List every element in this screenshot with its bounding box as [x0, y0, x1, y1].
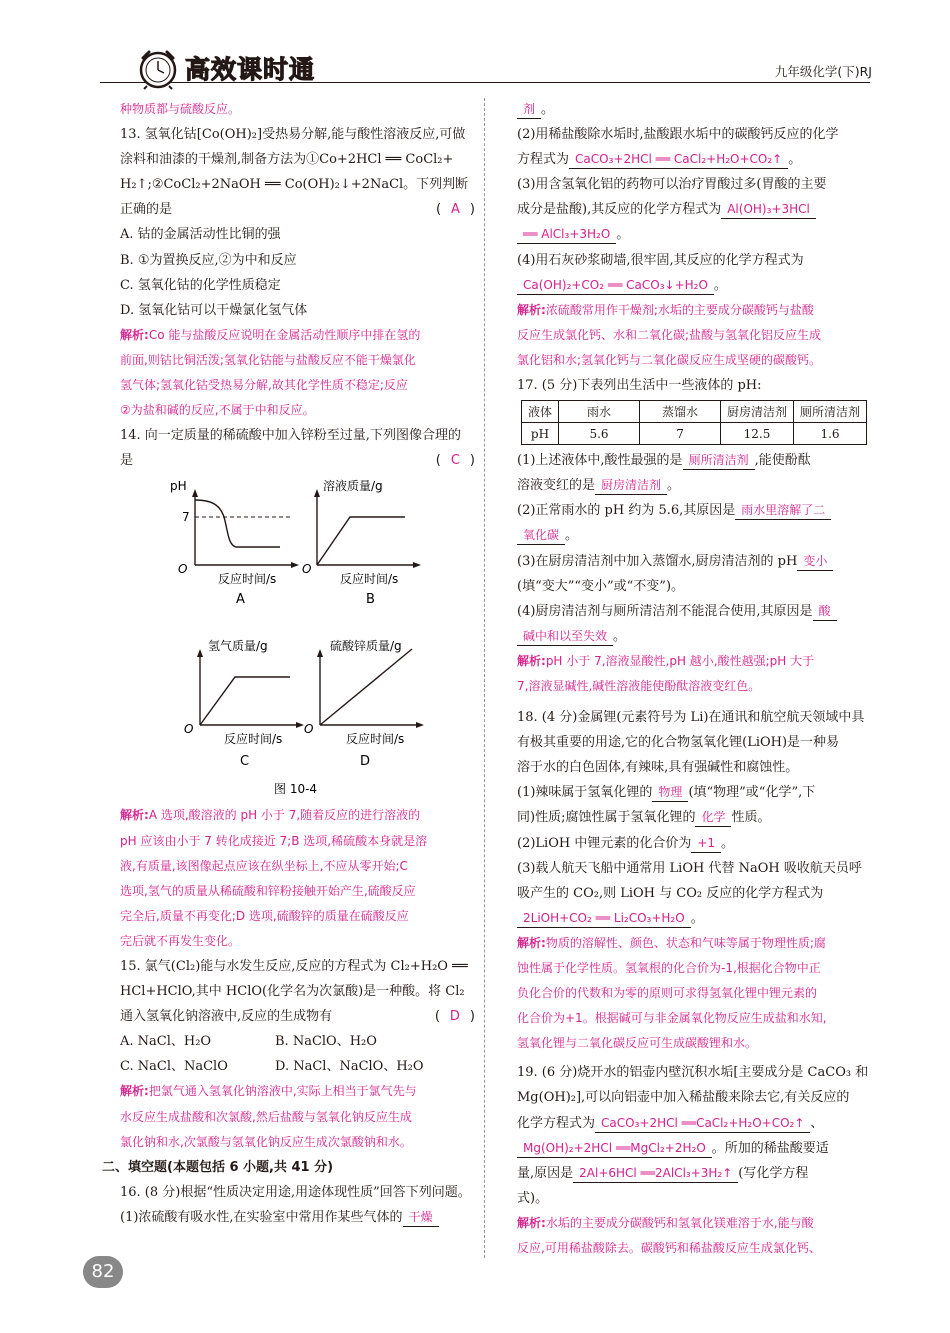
- q18-1-answer: 化学: [695, 809, 731, 827]
- graph-a: [170, 479, 299, 607]
- q17-solution: 7,溶液显碱性,碱性溶液能使酚酞溶液变红色。: [517, 678, 761, 693]
- graph-b-origin: O: [302, 562, 312, 577]
- column-divider: [484, 98, 485, 1258]
- graph-b-xlabel: 反应时间/s: [340, 572, 399, 587]
- q17-1-line: (1)上述液体中,酸性最强的是: [517, 453, 683, 469]
- q18-solution: 蚀性属于化学性质。氢氧根的化合价为-1,根据化合物中正: [517, 961, 821, 975]
- graph-d-xlabel: 反应时间/s: [346, 732, 405, 747]
- graph-c-xlabel: 反应时间/s: [224, 732, 283, 747]
- q15-answer-paren: ( D ): [434, 1009, 475, 1025]
- q17-4-answer: 酸: [813, 603, 837, 621]
- q19-line: 。所加的稀盐酸要适: [711, 1140, 829, 1156]
- q15-option-a: A. NaCl、H₂O: [120, 1034, 212, 1050]
- q16-solution: 氯化铝和水;氢氧化钙与二氧化碳反应生成坚硬的碳酸钙。: [517, 352, 822, 367]
- q13-answer: A: [451, 202, 460, 218]
- punct: 。: [721, 835, 735, 851]
- q17-3-line: (填“变大”“变小”或“不变”)。: [517, 578, 685, 594]
- graph-b-ylabel: 溶液质量/g: [323, 479, 383, 494]
- q13-answer-paren: ( A ): [435, 202, 475, 218]
- q14-solution: 完全后,质量不再变化;D 选项,硫酸锌的质量在硫酸反应: [120, 908, 409, 923]
- q13-line1: 13. 氢氧化钴[Co(OH)₂]受热易分解,能与酸性溶液反应,可做: [120, 127, 466, 143]
- q15-line3: 通入氢氧化钠溶液中,反应的生成物有: [120, 1009, 333, 1025]
- table-row: [522, 423, 867, 445]
- q16-line2: (1)浓硫酸有吸水性,在实验室中常用作某些气体的: [120, 1209, 403, 1225]
- graph-c-origin: O: [184, 722, 194, 737]
- q17-2-line: (2)正常雨水的 pH 约为 5.6,其原因是: [517, 503, 736, 519]
- punct: 。: [565, 528, 579, 544]
- q14-line1: 14. 向一定质量的稀硫酸中加入锌粉至过量,下列图像合理的: [120, 428, 461, 444]
- q13-option: A. 钴的金属活动性比铜的强: [120, 227, 281, 243]
- solution-label: 解析:: [517, 302, 546, 317]
- table-cell: pH: [522, 423, 559, 445]
- q18-solution: 氢氧化锂与二氧化碳反应可生成碳酸锂和水。: [517, 1036, 758, 1051]
- q18-solution: 化合价为+1。根据碱可与非金属氧化物反应生成盐和水知,: [517, 1011, 827, 1026]
- subject-label: 九年级化学(下)RJ: [774, 64, 872, 79]
- q18-1-line: (填“物理”或“化学”,下: [688, 785, 816, 801]
- brand-logo: [135, 46, 315, 90]
- q17-line1: 17. (5 分)下表列出生活中一些液体的 pH:: [517, 378, 762, 394]
- graph-c-ylabel: 氢气质量/g: [208, 639, 268, 654]
- table-header-cell: 雨水: [559, 401, 640, 423]
- q18-line: 有极其重要的用途,它的化合物氢氧化锂(LiOH)是一种易: [517, 735, 840, 751]
- punct: 。: [788, 152, 802, 168]
- q15-option-b: B. NaClO、H₂O: [275, 1034, 377, 1050]
- q18-1-answer: 物理: [652, 784, 688, 802]
- table-cell: 5.6: [559, 423, 640, 445]
- q15-option-d: D. NaCl、NaClO、H₂O: [275, 1059, 424, 1075]
- q19-line: 量,原因是: [517, 1165, 574, 1181]
- table-header-cell: 液体: [522, 401, 559, 423]
- q18-1-line: 同)性质;腐蚀性属于氢氧化锂的: [517, 810, 696, 826]
- q16-solution: 反应生成氯化钙、水和二氧化碳;盐酸与氢氧化铝反应生成: [517, 327, 822, 342]
- q13-line2: 涂料和油漆的干燥剂,制备方法为①Co+2HCl ══ CoCl₂+: [120, 152, 454, 168]
- graph-b: [302, 478, 421, 607]
- q15-line1: 15. 氯气(Cl₂)能与水发生反应,反应的方程式为 Cl₂+H₂O ══: [120, 958, 468, 974]
- q14-solution: 完后就不再发生变化。: [120, 933, 241, 948]
- punct: 。: [541, 102, 555, 117]
- punct: 。: [613, 628, 627, 644]
- q17-2-answer: 雨水里溶解了二: [735, 502, 831, 520]
- solution-label: 解析:: [120, 327, 149, 342]
- q18-2-answer: +1: [691, 835, 721, 853]
- question-15: [120, 954, 475, 1155]
- q14-answer: C: [450, 453, 460, 469]
- ph-table: [521, 400, 867, 445]
- q18-3-line: 吸产生的 CO₂,则 LiOH 与 CO₂ 反应的化学方程式为: [517, 885, 824, 901]
- q13-line4: 正确的是: [120, 202, 173, 218]
- carry-over-text: 种物质都与硫酸反应。: [120, 102, 241, 116]
- q17-3-line: (3)在厨房清洁剂中加入蒸馏水,厨房清洁剂的 pH: [517, 553, 798, 569]
- q15-solution: 把氯气通入氢氧化钠溶液中,实际上相当于氯气先与: [148, 1084, 417, 1099]
- q13-line3: H₂↑;②CoCl₂+2NaOH ══ Co(OH)₂↓+2NaCl。下列判断: [120, 177, 469, 193]
- alarm-clock-icon: [135, 46, 181, 90]
- graph-b-tag: B: [366, 592, 375, 608]
- q17-1-line: 溶液变红的是: [517, 478, 596, 494]
- q14-answer-paren: ( C ): [435, 453, 475, 469]
- q13-option: D. 氢氧化钴可以干燥氯化氢气体: [120, 302, 308, 318]
- q19-answer: CaCO₃+2HCl ══CaCl₂+H₂O+CO₂↑: [595, 1115, 810, 1133]
- punct: 。: [690, 910, 704, 926]
- table-cell: 12.5: [721, 423, 794, 445]
- q14-solution: pH 应该由小于 7 转化成接近 7;B 选项,稀硫酸本身就是溶: [120, 833, 428, 848]
- q19-line: (写化学方程: [738, 1165, 809, 1181]
- q19-answer: Mg(OH)₂+2HCl ══MgCl₂+2H₂O: [517, 1140, 712, 1158]
- q16-3-answer: ══ AlCl₃+3H₂O: [517, 226, 616, 244]
- table-cell: 1.6: [794, 423, 867, 445]
- question-17: [517, 373, 872, 699]
- table-row: [522, 401, 867, 423]
- figure-10-4: [120, 473, 475, 803]
- solution-label: 解析:: [517, 935, 546, 950]
- q19-solution: 反应,可用稀盐酸除去。碳酸钙和稀盐酸反应生成氯化钙、: [517, 1241, 821, 1256]
- q16-2-line: (2)用稀盐酸除水垢时,盐酸跟水垢中的碳酸钙反应的化学: [517, 127, 839, 143]
- q16-solution: 浓硫酸常用作干燥剂;水垢的主要成分碳酸钙与盐酸: [545, 302, 814, 317]
- q16-line1: 16. (8 分)根据“性质决定用途,用途体现性质”回答下列问题。: [120, 1184, 471, 1200]
- punct: ,能使酚酞: [754, 453, 811, 469]
- q16-3-line: 成分是盐酸),其反应的化学方程式为: [517, 202, 722, 218]
- q13-option: B. ①为置换反应,②为中和反应: [120, 252, 297, 268]
- graph-a-seven: 7: [182, 510, 190, 525]
- punct: 。: [616, 227, 630, 243]
- figure-caption: 图 10-4: [274, 782, 318, 797]
- q18-2-line: (2)LiOH 中锂元素的化合价为: [517, 835, 692, 851]
- q13-solution: 前面,则钴比铜活泼;氢氧化钴能与盐酸反应不能干燥氯化: [120, 352, 416, 367]
- q16-4-line: (4)用石灰砂浆砌墙,很牢固,其反应的化学方程式为: [517, 252, 804, 268]
- graph-a-xlabel: 反应时间/s: [218, 572, 277, 587]
- q16-2-line: 方程式为: [517, 152, 570, 168]
- q17-4-line: (4)厨房清洁剂与厕所清洁剂不能混合使用,其原因是: [517, 603, 813, 619]
- q19-line: 式)。: [517, 1190, 549, 1206]
- graph-d-origin: O: [304, 722, 314, 737]
- solution-label: 解析:: [120, 808, 149, 823]
- q18-line: 18. (4 分)金属锂(元素符号为 Li)在通讯和航空航天领域中具: [517, 710, 865, 726]
- graph-c: [184, 638, 304, 769]
- q13-solution: Co 能与盐酸反应说明在金属活动性顺序中排在氢的: [148, 327, 421, 342]
- q18-3-answer: 2LiOH+CO₂ ══ Li₂CO₃+H₂O: [517, 910, 691, 928]
- q19-solution: 水垢的主要成分碳酸钙和氢氧化镁难溶于水,能与酸: [545, 1215, 814, 1230]
- q18-1-line: 性质。: [731, 810, 771, 826]
- q16-answer-blank: 干燥: [403, 1209, 439, 1227]
- q15-line2: HCl+HClO,其中 HClO(化学名为次氯酸)是一种酸。将 Cl₂: [120, 984, 465, 1000]
- q17-1-answer: 厨房清洁剂: [595, 477, 667, 495]
- punct: 、: [810, 1115, 824, 1131]
- q17-solution: pH 小于 7,溶液显酸性,pH 越小,酸性越强;pH 大于: [545, 653, 815, 668]
- question-18: [517, 705, 872, 1056]
- q19-line: 化学方程式为: [517, 1115, 596, 1131]
- table-header-cell: 厕所清洁剂: [794, 401, 867, 423]
- q18-3-line: (3)载人航天飞船中通常用 LiOH 代替 NaOH 吸收航天员呼: [517, 860, 862, 876]
- solution-label: 解析:: [517, 653, 546, 668]
- q16-1-answer: 剂: [517, 101, 541, 119]
- q18-1-line: (1)辣味属于氢氧化锂的: [517, 785, 653, 801]
- question-16-cont: [517, 97, 872, 373]
- q15-option-c: C. NaCl、NaClO: [120, 1059, 228, 1075]
- q17-2-answer: 氧化碳: [517, 527, 565, 545]
- q19-answer: 2Al+6HCl ══2AlCl₃+3H₂↑: [573, 1165, 738, 1183]
- q13-solution: ②为盐和碱的反应,不属于中和反应。: [120, 403, 315, 418]
- q16-3-answer: Al(OH)₃+3HCl: [721, 201, 816, 219]
- q17-3-answer: 变小: [797, 553, 833, 571]
- solution-label: 解析:: [120, 1084, 149, 1099]
- graph-a-ylabel: pH: [170, 479, 187, 494]
- punct: 。: [667, 478, 681, 494]
- graph-d-tag: D: [360, 754, 371, 770]
- question-13: [120, 122, 475, 423]
- question-19: [517, 1060, 872, 1261]
- page-header: [0, 0, 950, 100]
- q17-4-answer: 碱中和以至失效: [517, 628, 613, 646]
- brand-title: 高效课时通: [185, 55, 316, 84]
- solution-label: 解析:: [517, 1215, 546, 1230]
- q16-3-line: (3)用含氢氧化铝的药物可以治疗胃酸过多(胃酸的主要: [517, 177, 827, 193]
- q14-solution: 液,有质量,该图像起点应该在纵坐标上,不应从零开始;C: [120, 858, 408, 873]
- q15-solution: 水反应生成盐酸和次氯酸,然后盐酸与氢氧化钠反应生成: [120, 1109, 412, 1124]
- q18-line: 溶于水的白色固体,有辣味,具有强碱性和腐蚀性。: [517, 760, 799, 776]
- punct: 。: [713, 277, 727, 293]
- q16-4-answer: Ca(OH)₂+CO₂ ══ CaCO₃↓+H₂O: [517, 277, 714, 295]
- q19-line: 19. (6 分)烧开水的铝壶内壁沉积水垢[主要成分是 CaCO₃ 和: [517, 1065, 869, 1081]
- graph-a-origin: O: [178, 562, 188, 577]
- graph-a-tag: A: [236, 592, 245, 608]
- table-header-cell: 厨房清洁剂: [721, 401, 794, 423]
- right-column: [517, 97, 872, 1261]
- graph-d-ylabel: 硫酸锌质量/g: [330, 639, 402, 654]
- q14-line2: 是: [120, 453, 134, 469]
- table-cell: 7: [640, 423, 721, 445]
- graph-d: [304, 638, 424, 769]
- q16-2-answer: CaCO₃+2HCl ══ CaCl₂+H₂O+CO₂↑: [569, 151, 788, 169]
- table-header-cell: 蒸馏水: [640, 401, 721, 423]
- question-14: [120, 423, 475, 954]
- section-heading: 二、填空题(本题包括 6 小题,共 41 分): [102, 1159, 334, 1175]
- q14-solution: 选项,氢气的质量从稀硫酸和锌粉接触开始产生,硫酸反应: [120, 883, 416, 898]
- q19-line: Mg(OH)₂],可以向铝壶中加入稀盐酸来除去它,有关反应的: [517, 1090, 850, 1106]
- q15-answer: D: [449, 1009, 460, 1025]
- left-column: [102, 97, 475, 1230]
- graph-c-tag: C: [240, 754, 250, 770]
- q15-solution: 氯化钠和水,次氯酸与氢氧化钠反应生成次氯酸钠和水。: [120, 1134, 412, 1149]
- q14-solution: A 选项,酸溶液的 pH 小于 7,随着反应的进行溶液的: [148, 808, 421, 823]
- q18-solution: 负化合价的代数和为零的原则可求得氢氧化锂中锂元素的: [517, 986, 818, 1001]
- q13-option: C. 氢氧化钴的化学性质稳定: [120, 277, 281, 293]
- q13-solution: 氢气体;氢氧化钴受热易分解,故其化学性质不稳定;反应: [120, 378, 408, 393]
- page-number: 82: [83, 1256, 123, 1288]
- q17-1-answer: 厕所清洁剂: [683, 452, 755, 470]
- q18-solution: 物质的溶解性、颜色、状态和气味等属于物理性质;腐: [545, 935, 826, 950]
